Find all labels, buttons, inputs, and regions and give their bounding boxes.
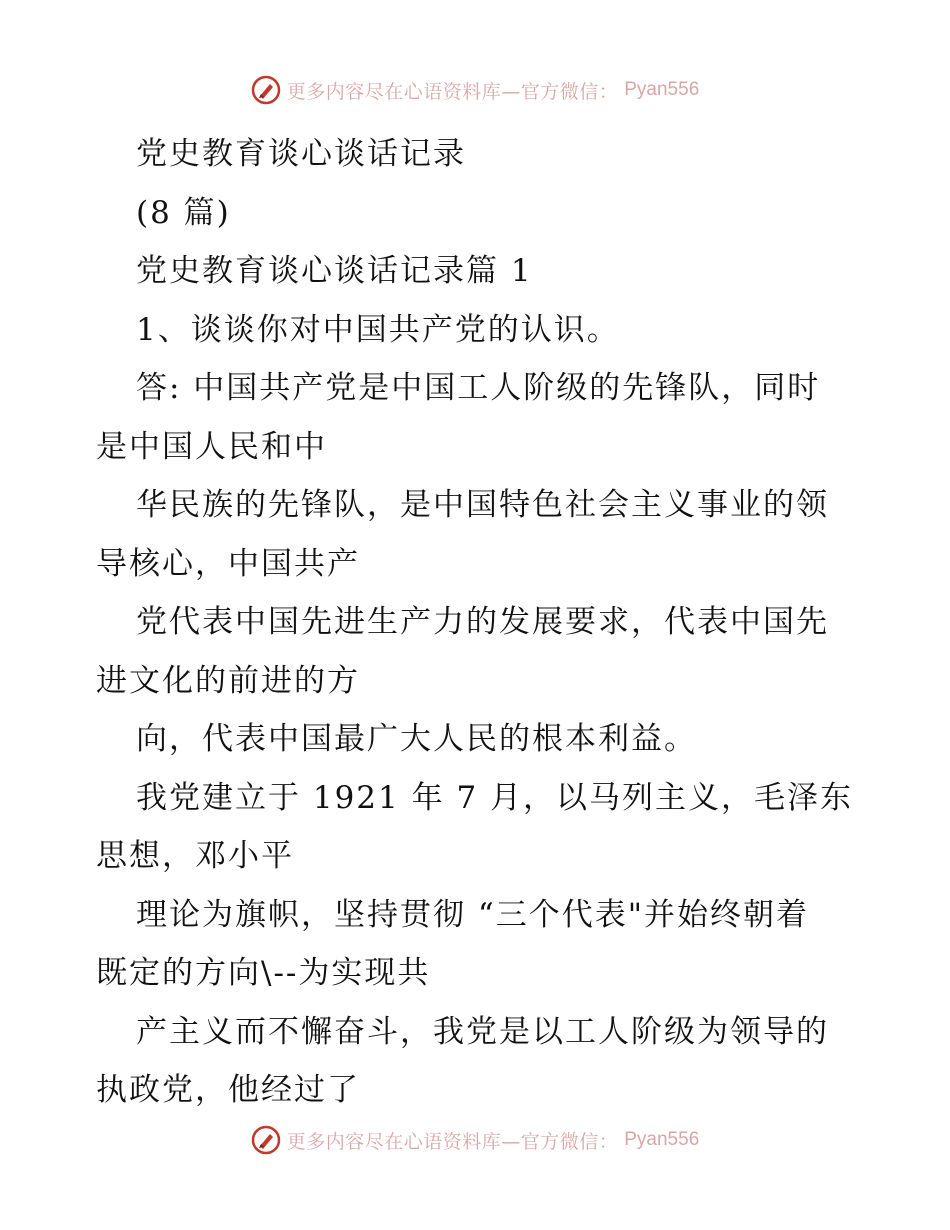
- paragraph-line: 思想，邓小平: [96, 838, 294, 874]
- paragraph-line: 理论为旗帜，坚持贯彻 “三个代表"并始终朝着: [136, 896, 809, 933]
- watermark-wechat-id: Pyan556: [624, 79, 700, 100]
- paragraph-line: 我党建立于 1921 年 7 月，以马列主义，毛泽东: [136, 779, 854, 816]
- paragraph-line: 华民族的先锋队，是中国特色社会主义事业的领: [136, 487, 829, 523]
- document-body: [96, 125, 856, 1120]
- watermark-text: 更多内容尽在心语资料库—官方微信：: [286, 80, 619, 103]
- paragraph-line: 执政党，他经过了: [96, 1072, 360, 1108]
- paragraph-line: 导核心，中国共产: [96, 545, 360, 582]
- document-subtitle: (8 篇): [136, 194, 231, 231]
- watermark-text: 更多内容尽在心语资料库—官方微信：: [286, 1130, 619, 1153]
- header-watermark: [0, 70, 950, 110]
- question-1: 1、谈谈你对中国共产党的认识。: [136, 311, 620, 348]
- paragraph-line: 既定的方向\--为实现共: [96, 955, 431, 991]
- paragraph-line: 党代表中国先进生产力的发展要求，代表中国先: [136, 604, 829, 640]
- paragraph-line: 向，代表中国最广大人民的根本利益。: [136, 721, 697, 757]
- footer-watermark: [0, 1120, 950, 1160]
- paragraph-line: 答: 中国共产党是中国工人阶级的先锋队，同时: [136, 370, 821, 406]
- document-title: 党史教育谈心谈话记录: [136, 136, 466, 172]
- paragraph-line: 是中国人民和中: [96, 428, 327, 465]
- paragraph-line: 进文化的前进的方: [96, 662, 360, 699]
- section-heading: 党史教育谈心谈话记录篇 1: [136, 253, 533, 289]
- pen-logo-icon: [251, 75, 281, 105]
- pen-logo-icon: [251, 1125, 281, 1155]
- paragraph-line: 产主义而不懈奋斗，我党是以工人阶级为领导的: [136, 1013, 829, 1050]
- watermark-wechat-id: Pyan556: [624, 1129, 700, 1150]
